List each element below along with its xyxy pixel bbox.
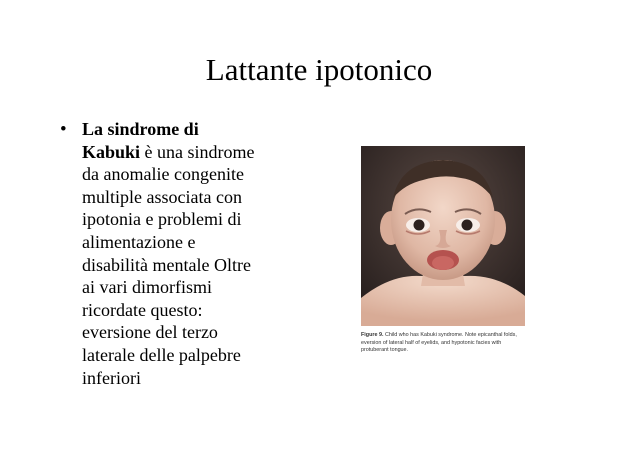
caption-text: Child who has Kabuki syndrome. Note epicanthal folds, eversion of lateral half of eyelids, and hypotonic facies with protuberant tongue. [361, 332, 517, 353]
bullet-line-10 [82, 321, 322, 344]
bullet-line-9 [82, 299, 322, 322]
figure-caption [361, 332, 525, 355]
caption-label: Figure 9. [361, 332, 384, 338]
regular-text: ipotonia e problemi di [82, 209, 242, 230]
regular-text: ai vari dimorfismi [82, 277, 212, 298]
bold-text: La sindrome di [82, 119, 199, 139]
bullet-line-3 [82, 163, 322, 186]
bullet-line-5 [82, 208, 322, 231]
slide-title: Lattante ipotonico [205, 52, 433, 87]
regular-text: ricordate questo: [82, 299, 203, 320]
child-photo [361, 146, 525, 326]
regular-text: inferiori [82, 367, 141, 388]
bullet-line-8 [82, 276, 322, 299]
bullet-text [82, 118, 322, 389]
regular-text: da anomalie congenite [82, 164, 244, 185]
bold-text: Kabuki [82, 141, 141, 162]
bullet-line-2 [82, 141, 322, 164]
bullet-line-11 [82, 344, 322, 367]
regular-text: eversione del terzo [82, 322, 218, 343]
regular-text: disabilità mentale Oltre [82, 254, 251, 275]
bullet-line-4 [82, 186, 322, 209]
regular-text: è una sindrome [140, 141, 255, 162]
bullet-marker: • [60, 119, 67, 140]
child-photo-illustration [361, 146, 525, 326]
regular-text: alimentazione e [82, 231, 196, 252]
bullet-line-6 [82, 231, 322, 254]
bullet-line-12 [82, 367, 322, 390]
bullet-line-1 [82, 118, 322, 141]
regular-text: multiple associata con [82, 186, 242, 207]
regular-text: laterale delle palpebre [82, 344, 241, 365]
bullet-line-7 [82, 254, 322, 277]
